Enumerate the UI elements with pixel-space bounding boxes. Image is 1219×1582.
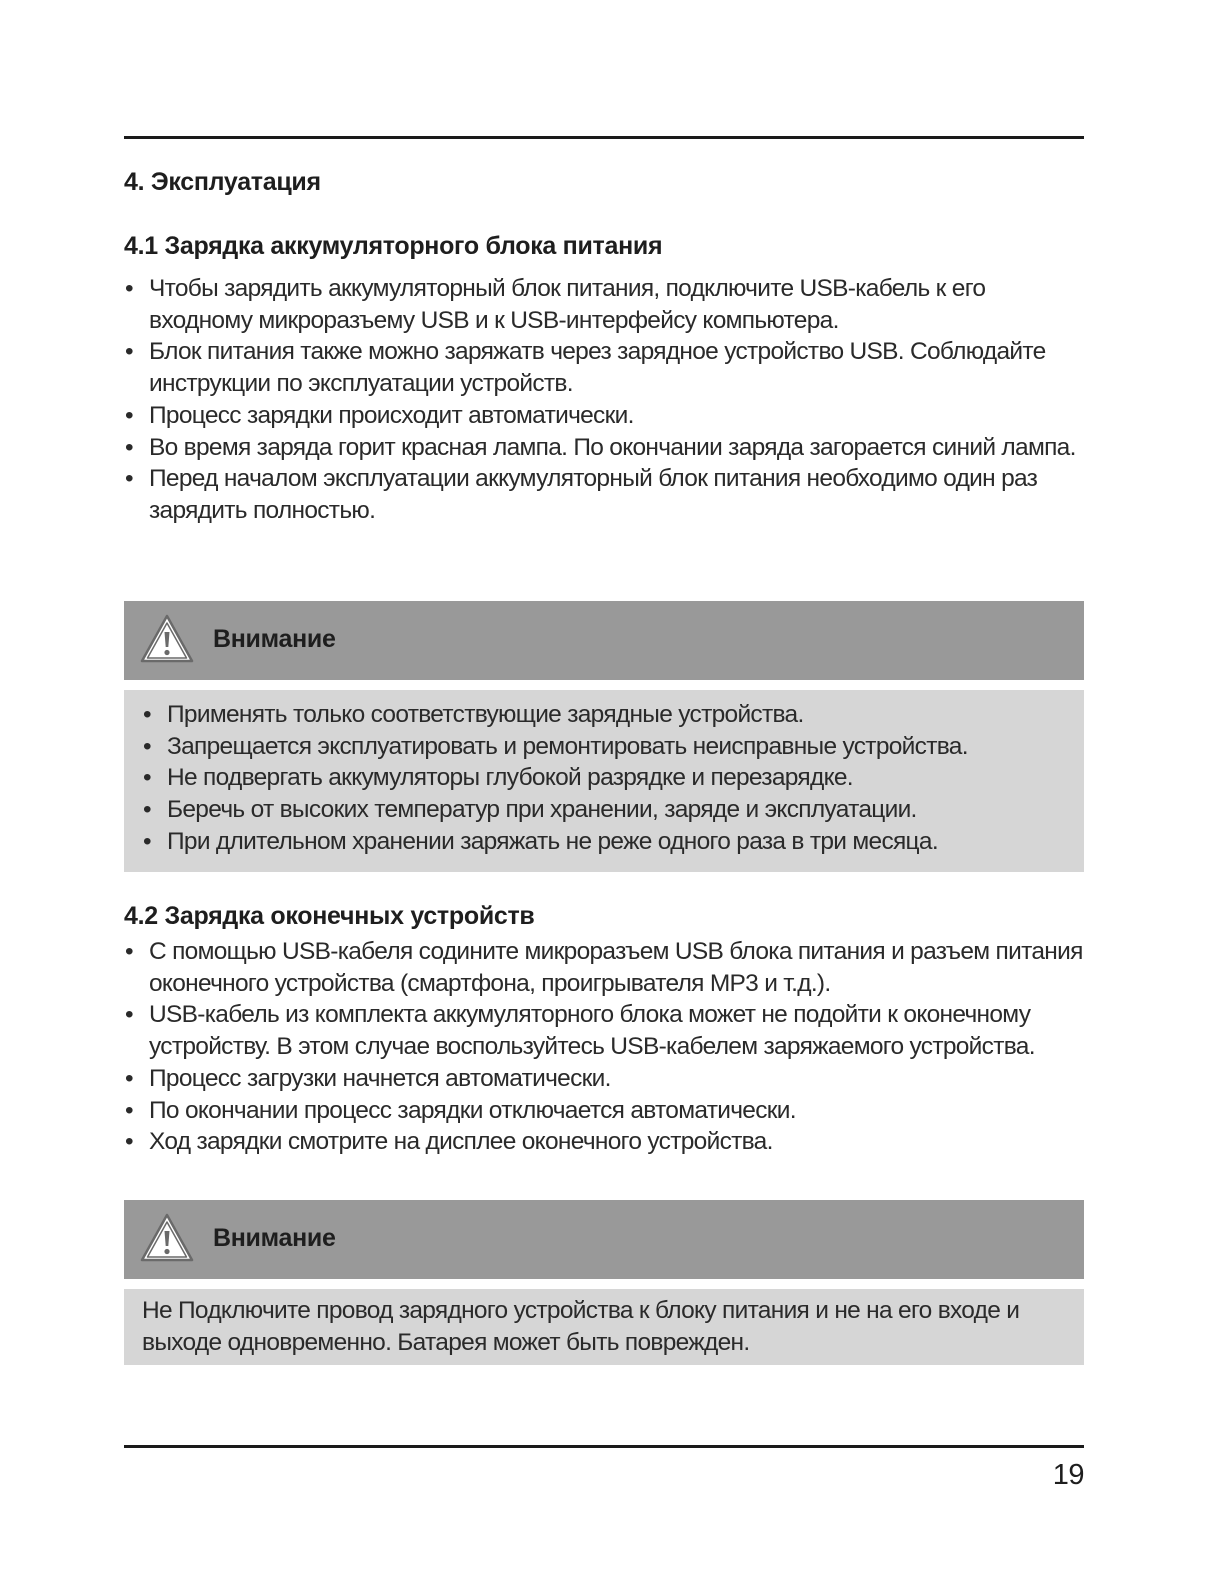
warning-text: Не Подключите провод зарядного устройства к блоку питания и не на его входе и выходе одновременно. Батарея может быть поврежден.	[142, 1297, 1020, 1356]
bottom-rule	[124, 1445, 1084, 1448]
list-item: • Беречь от высоких температур при хранении, заряде и эксплуатации.	[142, 794, 1084, 826]
warning-triangle-icon	[139, 613, 195, 665]
list-item: • Во время заряда горит красная лампа. По окончании заряда загорается синий лампа.	[124, 432, 1084, 464]
warning-triangle-icon	[139, 1212, 195, 1264]
subsection-4-1-title: 4.1 Зарядка аккумуляторного блока питания	[124, 232, 663, 260]
list-item: • Блок питания также можно заряжатв через зарядное устройство USB. Соблюдайте инструкции по эксплуатации устройств.	[124, 336, 1084, 399]
subsection-4-1-list	[124, 273, 1084, 527]
subsection-4-2-list	[124, 936, 1084, 1158]
top-rule	[124, 136, 1084, 139]
warning-list	[142, 699, 1084, 858]
subsection-4-2-title: 4.2 Зарядка оконечных устройств	[124, 902, 535, 930]
list-item: • По окончании процесс зарядки отключается автоматически.	[124, 1095, 1084, 1127]
list-item: • Чтобы зарядить аккумуляторный блок питания, подключите USB-кабель к его входному микроразъему USB и к USB-интерфейсу компьютера.	[124, 273, 1084, 336]
list-item: • Не подвергать аккумуляторы глубокой разрядке и перезарядке.	[142, 762, 1084, 794]
warning-body	[124, 690, 1084, 872]
list-item: • Процесс загрузки начнется автоматически.	[124, 1063, 1084, 1095]
list-item: • Применять только соответствующие зарядные устройства.	[142, 699, 1084, 731]
list-item: • С помощью USB-кабеля содините микроразъем USB блока питания и разъем питания оконечного устройства (смартфона, проигрывателя MP3 и т.д.).	[124, 936, 1084, 999]
list-item: • Ход зарядки смотрите на дисплее оконечного устройства.	[124, 1126, 1084, 1158]
list-item: • USB-кабель из комплекта аккумуляторного блока может не подойти к оконечному устройству. В этом случае воспользуйтесь USB-кабелем заряжаемого устройства.	[124, 999, 1084, 1062]
list-item: • Процесс зарядки происходит автоматически.	[124, 400, 1084, 432]
page-number: 19	[1052, 1459, 1084, 1491]
list-item: • При длительном хранении заряжать не реже одного раза в три месяца.	[142, 826, 1084, 858]
list-item: • Перед началом эксплуатации аккумуляторный блок питания необходимо один раз зарядить полностью.	[124, 463, 1084, 526]
list-item: • Запрещается эксплуатировать и ремонтировать неисправные устройства.	[142, 731, 1084, 763]
warning-header	[124, 1200, 1084, 1279]
section-title: 4. Эксплуатация	[124, 168, 321, 196]
warning-header	[124, 601, 1084, 680]
warning-body	[124, 1289, 1084, 1365]
warning-title: Внимание	[213, 625, 336, 653]
warning-title: Внимание	[213, 1224, 336, 1252]
